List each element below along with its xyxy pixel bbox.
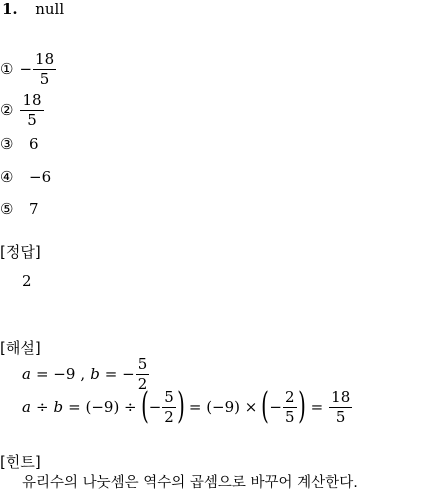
fraction-numerator: 5 [164,387,174,406]
choice-value: 7 [29,200,39,218]
equation-part-1: = (−9) ÷ [68,397,137,416]
left-paren: ( [261,386,270,427]
choice-sign: − [19,60,33,78]
fraction-numerator: 2 [284,387,295,406]
b-equals: = − [104,365,135,383]
fraction-numerator: 18 [22,91,42,109]
fraction-denominator: 5 [27,111,37,129]
choice-5 [0,202,39,217]
fraction-denominator: 5 [284,407,295,426]
choice-marker: ② [0,101,14,119]
var-a: a [22,397,31,416]
answer-label: [정답] [0,243,41,261]
left-paren: ( [140,386,149,427]
a-value: = −9 [35,365,76,383]
fraction-2 [283,387,297,426]
question-header [2,2,64,17]
choice-fraction [33,52,56,87]
choice-4 [0,170,51,185]
choice-marker: ① [0,60,14,78]
right-paren: ) [297,386,306,427]
var-b: b [90,365,100,383]
fraction-denominator: 5 [335,407,346,426]
choice-value: 6 [29,135,39,153]
question-text: null [35,0,65,18]
solution-line-2 [22,386,353,427]
equation-part-3: = [310,397,324,416]
choice-marker: ⑤ [0,200,14,218]
fraction-numerator: 5 [137,355,148,373]
divide-sign: ÷ [35,397,49,416]
choice-3 [0,137,39,152]
minus-sign: − [148,397,162,416]
var-b: b [53,397,64,416]
answer-value: 2 [22,272,32,290]
question-number: 1. [2,0,18,18]
choice-fraction [20,93,43,128]
hint-label: [힌트] [0,453,41,471]
hint-text: 유리수의 나눗셈은 역수의 곱셈으로 바꾸어 계산한다. [22,475,358,491]
choice-value: −6 [29,168,52,186]
choice-marker: ④ [0,168,14,186]
solution-line-1 [22,357,150,392]
fraction-1 [162,387,176,426]
fraction-denominator: 5 [39,70,50,88]
fraction-denominator: 2 [137,375,148,393]
var-a: a [22,365,31,383]
choice-marker: ③ [0,135,14,153]
separator: , [80,365,86,383]
right-paren: ) [176,386,185,427]
solution-label: [해설] [0,339,41,357]
fraction-numerator: 18 [35,50,55,68]
choice-1 [0,52,57,87]
fraction-denominator: 2 [164,407,174,426]
minus-sign: − [269,397,282,416]
result-fraction [329,387,352,426]
equation-part-2: = (−9) × [188,397,258,416]
fraction-numerator: 18 [331,387,351,406]
choice-2 [0,93,45,128]
